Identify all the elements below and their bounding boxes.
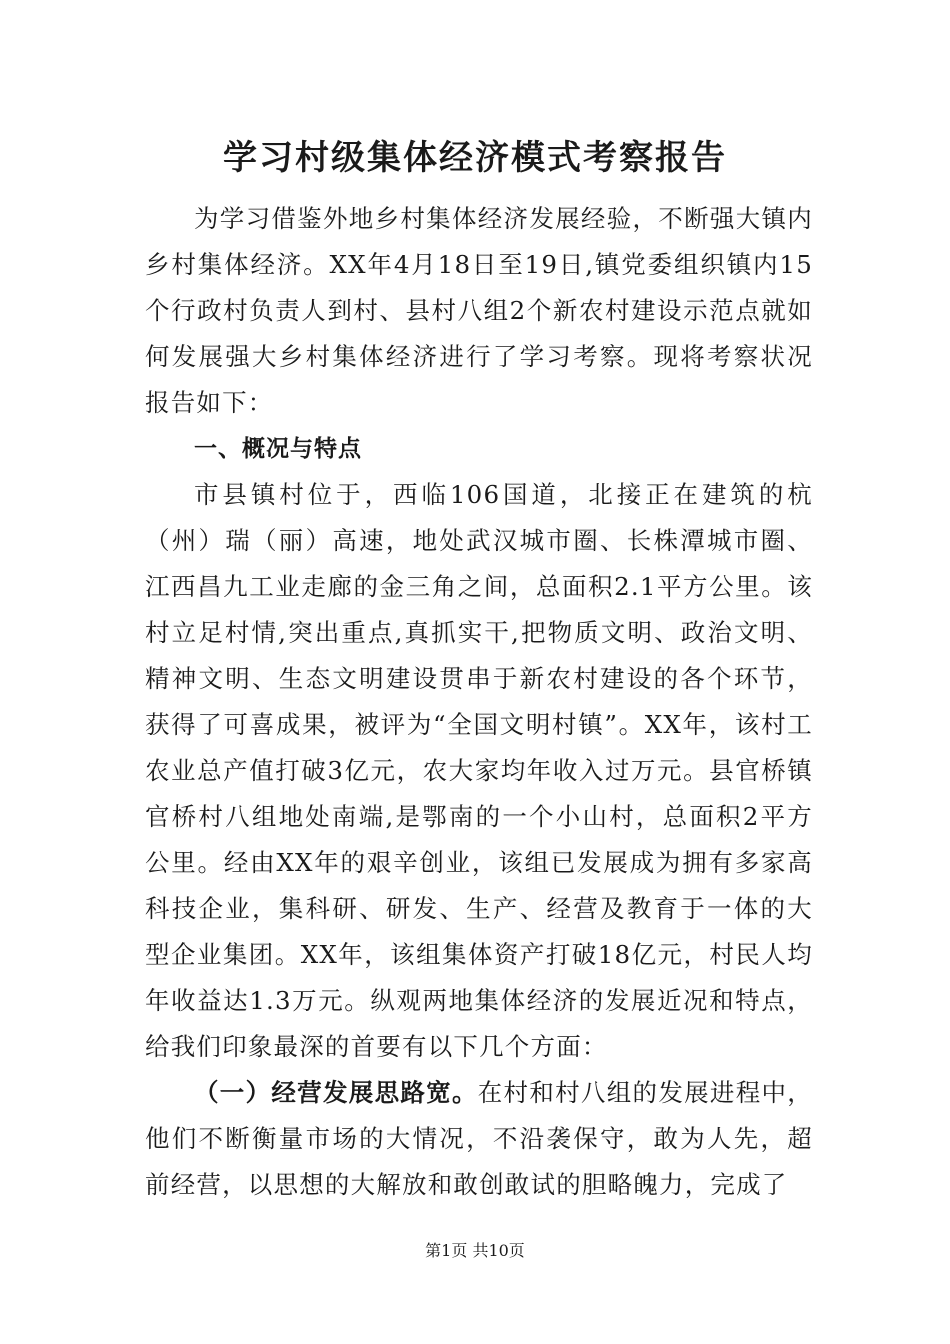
document-title: 学习村级集体经济模式考察报告 <box>223 138 727 178</box>
intro-paragraph: 为学习借鉴外地乡村集体经济发展经验，不断强大镇内乡村集体经济。XX年4月18日至19日,镇党委组织镇内15个行政村负责人到村、县村八组2个新农村建设示范点就如何发展强大乡村集体经济进行了学习考察。现将考察状况报告如下： <box>145 204 813 417</box>
overview-paragraph: 市县镇村位于，西临106国道，北接正在建筑的杭（州）瑞（丽）高速，地处武汉城市圈、长株潭城市圈、江西昌九工业走廊的金三角之间，总面积2.1平方公里。该村立足村情,突出重点,真抓实干,把物质文明、政治文明、精神文明、生态文明建设贯串于新农村建设的各个环节，获得了可喜成果，被评为“全国文明村镇”。XX年，该村工农业总产值打破3亿元，农大家均年收入过万元。县官桥镇官桥村八组地处南端,是鄂南的一个小山村，总面积2平方公里。经由XX年的艰辛创业，该组已发展成为拥有多家高科技企业，集科研、研发、生产、经营及教育于一体的大型企业集团。XX年，该组集体资产打破18亿元，村民人均年收益达1.3万元。纵观两地集体经济的发展近况和特点，给我们印象最深的首要有以下几个方面： <box>145 480 813 1061</box>
document-body <box>145 196 813 1208</box>
page-footer: 第1页 共10页 <box>425 1241 525 1260</box>
point-body: 在村和村八组的发展进程中，他们不断衡量市场的大情况，不沿袭保守，敢为人先，超前经营，以思想的大解放和敢创敢试的胆略魄力，完成了 <box>145 1078 813 1199</box>
point-lead: （一）经营发展思路宽。 <box>194 1078 478 1107</box>
section-heading: 一、概况与特点 <box>194 436 362 462</box>
point-paragraph <box>145 1070 813 1208</box>
